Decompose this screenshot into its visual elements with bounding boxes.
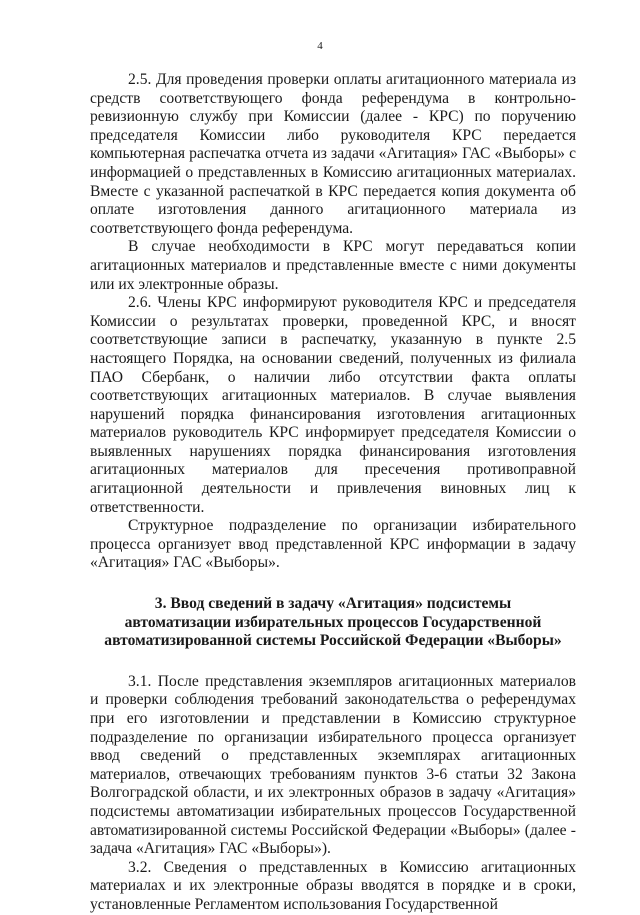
- paragraph-2-6: 2.6. Члены КРС информируют руководителя КРС и председателя Комиссии о результатах проверки, проведенной КРС, и вносят соответствующие записи в распечатку, указанную в пункте 2.5 настоящего Порядка, на основании сведений, полученных из филиала ПАО Сбербанк, о наличии либо отсутствии факта оплаты соответствующих агитационных материалов. В случае выявления нарушений порядка финансирования изготовления агитационных материалов руководитель КРС информирует председателя Комиссии о выявленных нарушениях порядка финансирования изготовления агитационных материалов для пресечения противоправной агитационной деятельности и привлечения виновных лиц к ответственности.: [90, 294, 576, 516]
- paragraph-3-2: 3.2. Сведения о представленных в Комиссию агитационных материалах и их электронные образы вводятся в порядке и в сроки, установленные Регламентом использования Государственной: [90, 858, 576, 913]
- page-number: 4: [317, 40, 323, 52]
- paragraph-krs-copies: В случае необходимости в КРС могут передаваться копии агитационных материалов и представленные вместе с ними документы или их электронные образы.: [90, 238, 576, 293]
- paragraph-structural-unit: Структурное подразделение по организации избирательного процесса организует ввод представленной КРС информации в задачу «Агитация» ГАС «Выборы».: [90, 517, 576, 572]
- document-body: [90, 71, 576, 915]
- section-heading-3: [90, 595, 576, 651]
- paragraph-3-1: 3.1. После представления экземпляров агитационных материалов и проверки соблюдения требований законодательства о референдумах при его изготовлении и представлении в Комиссию структурное подразделение по организации избирательного процесса организует ввод сведений о представленных экземплярах агитационных материалов, отвечающих требованиям пунктов 3-6 статьи 32 Закона Волгоградской области, и их электронных образов в задачу «Агитация» подсистемы автоматизации избирательных процессов Государственной автоматизированной системы Российской Федерации «Выборы» (далее - задача «Агитация» ГАС «Выборы»).: [90, 672, 576, 858]
- section-heading-line-2: автоматизации избирательных процессов Государственной: [124, 613, 542, 631]
- section-heading-line-3: автоматизированной системы Российской Федерации «Выборы»: [104, 632, 562, 650]
- paragraph-2-5: 2.5. Для проведения проверки оплаты агитационного материала из средств соответствующего фонда референдума в контрольно-ревизионную службу при Комиссии (далее - КРС) по поручению председателя Комиссии либо руководителя КРС передается компьютерная распечатка отчета из задачи «Агитация» ГАС «Выборы» с информацией о представленных в Комиссию агитационных материалах. Вместе с указанной распечаткой в КРС передается копия документа об оплате изготовления данного агитационного материала из соответствующего фонда референдума.: [90, 71, 576, 237]
- section-heading-line-1: 3. Ввод сведений в задачу «Агитация» подсистемы: [154, 595, 512, 613]
